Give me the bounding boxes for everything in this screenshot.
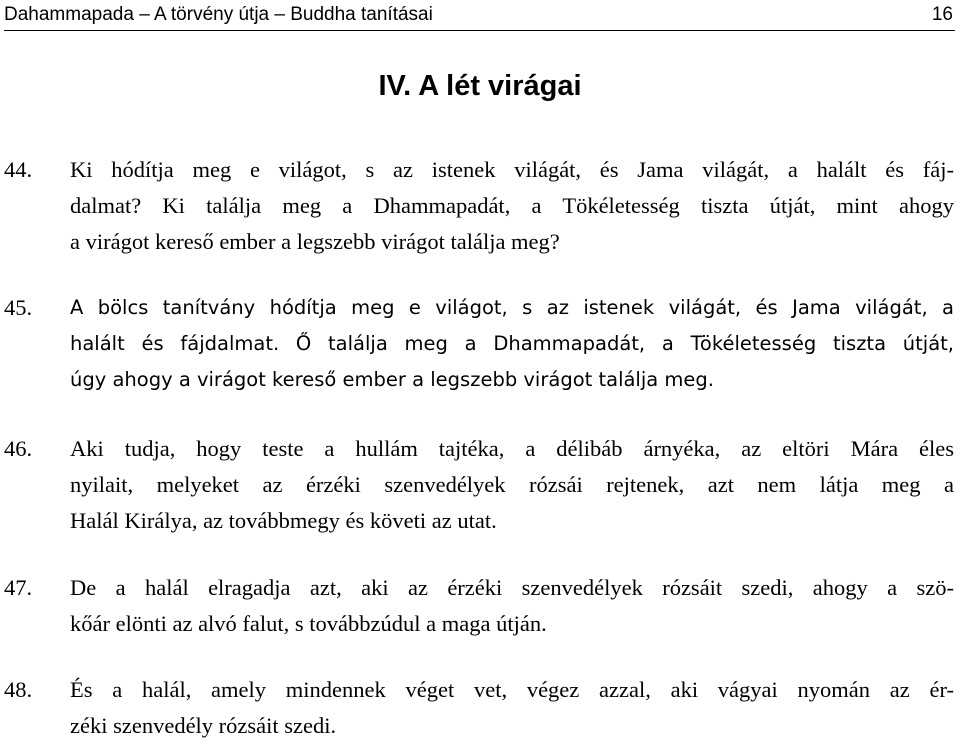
verse-line: Ki hódítja meg e világot, s az istenek világát, és Jama világát, a halált és fáj- bbox=[70, 157, 954, 182]
verse-number: 47. bbox=[4, 575, 33, 600]
verse-number: 44. bbox=[4, 157, 33, 182]
verse-line: dalmat? Ki találja meg a Dhammapadát, a Tökéletesség tiszta útját, mint ahogy bbox=[70, 193, 954, 218]
verse-line: kőár elönti az alvó falut, s továbbzúdul a maga útján. bbox=[70, 611, 547, 636]
verse-line: nyilait, melyeket az érzéki szenvedélyek rózsái rejtenek, azt nem látja meg a bbox=[70, 472, 954, 497]
page-number: 16 bbox=[931, 4, 953, 25]
verse-line: A bölcs tanítvány hódítja meg e világot, s az istenek világát, és Jama világát, a bbox=[70, 296, 954, 319]
verse-number: 45. bbox=[4, 295, 33, 320]
verse-number: 48. bbox=[4, 677, 33, 702]
verse-line: És a halál, amely mindennek véget vet, végez azzal, aki vágyai nyomán az ér- bbox=[70, 677, 954, 702]
verse-line: Halál Királya, az továbbmegy és követi az utat. bbox=[70, 508, 497, 533]
verse-line: úgy ahogy a virágot kereső ember a legszebb virágot találja meg. bbox=[70, 368, 714, 391]
running-title: Dahammapada – A törvény útja – Buddha tanításai bbox=[4, 4, 433, 25]
verse-line: De a halál elragadja azt, aki az érzéki szenvedélyek rózsáit szedi, ahogy a szö- bbox=[70, 575, 954, 600]
verse-number: 46. bbox=[4, 436, 33, 461]
verse-line: Aki tudja, hogy teste a hullám tajtéka, a délibáb árnyéka, az eltöri Mára éles bbox=[70, 436, 954, 461]
verse-line: halált és fájdalmat. Ő találja meg a Dhammapadát, a Tökéletesség tiszta útját, bbox=[70, 332, 954, 355]
verse-line: zéki szenvedély rózsáit szedi. bbox=[70, 713, 337, 738]
page-header bbox=[4, 3, 955, 31]
verse-line: a virágot kereső ember a legszebb virágot találja meg? bbox=[70, 229, 560, 254]
chapter-title: IV. A lét virágai bbox=[378, 70, 582, 102]
